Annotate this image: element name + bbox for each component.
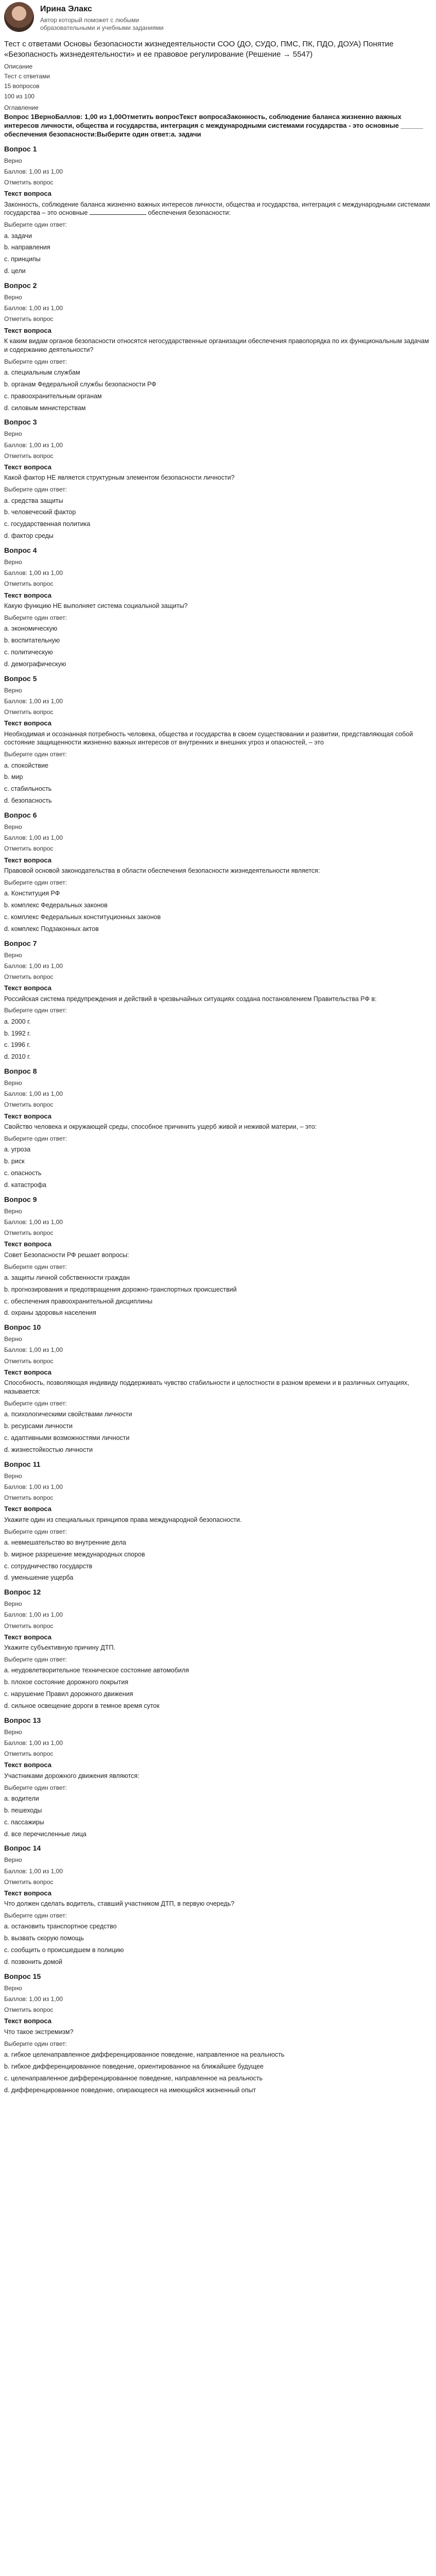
choose-one-label: Выберите один ответ:	[4, 486, 67, 494]
answer-option[interactable]: d. сильное освещение дороги в темное время суток	[4, 1702, 160, 1709]
question-score: Баллов: 1,00 из 1,00	[4, 962, 63, 970]
choose-one-label: Выберите один ответ:	[4, 1007, 67, 1014]
question-title: Вопрос 11	[4, 1460, 41, 1468]
question-block	[4, 144, 432, 276]
flag-question-link[interactable]: Отметить вопрос	[4, 845, 54, 853]
question-title: Вопрос 10	[4, 1323, 41, 1332]
answer-option[interactable]: a. гибкое целенаправленное дифференцированное поведение, направленное на реальность	[4, 2051, 285, 2059]
question-text: Какой фактор НЕ является структурным элементом безопасности личности?	[4, 474, 235, 482]
answer-option[interactable]: a. средства защиты	[4, 497, 63, 504]
answer-option[interactable]: c. пассажиры	[4, 1818, 44, 1826]
question-text-label: Текст вопроса	[4, 1240, 52, 1248]
answer-option[interactable]: a. водители	[4, 1794, 39, 1802]
question-block	[4, 417, 432, 540]
question-score: Баллов: 1,00 из 1,00	[4, 1867, 63, 1875]
answer-option[interactable]: c. адаптивными возможностями личности	[4, 1434, 130, 1442]
question-text-label: Текст вопроса	[4, 1112, 52, 1120]
question-status: Верно	[4, 558, 22, 566]
answer-option[interactable]: d. катастрофа	[4, 1181, 46, 1189]
answer-option[interactable]: d. комплекс Подзаконных актов	[4, 925, 99, 933]
question-block	[4, 281, 432, 412]
answer-option[interactable]: d. все перечисленные лица	[4, 1830, 86, 1838]
answer-option[interactable]: d. безопасность	[4, 797, 52, 805]
question-title: Вопрос 7	[4, 939, 37, 947]
flag-question-link[interactable]: Отметить вопрос	[4, 315, 54, 323]
question-text: Правовой основой законодательства в области обеспечения безопасности жизнедеятельности является:	[4, 867, 320, 875]
answer-option[interactable]: d. 2010 г.	[4, 1053, 31, 1061]
question-text-label: Текст вопроса	[4, 1505, 52, 1513]
flag-question-link[interactable]: Отметить вопрос	[4, 452, 54, 460]
question-status: Верно	[4, 1207, 22, 1215]
question-block	[4, 1843, 432, 1967]
question-block	[4, 1460, 432, 1583]
answer-option[interactable]: c. политическую	[4, 648, 53, 656]
flag-question-link[interactable]: Отметить вопрос	[4, 580, 54, 588]
flag-question-link[interactable]: Отметить вопрос	[4, 1750, 54, 1758]
choose-one-label: Выберите один ответ:	[4, 1263, 67, 1270]
question-title: Вопрос 15	[4, 1972, 41, 1980]
question-block	[4, 1066, 432, 1190]
flag-question-link[interactable]: Отметить вопрос	[4, 708, 54, 716]
answer-option[interactable]: c. 1996 г.	[4, 1041, 30, 1049]
question-title: Вопрос 6	[4, 811, 37, 820]
flag-question-link[interactable]: Отметить вопрос	[4, 1101, 54, 1109]
question-title: Вопрос 8	[4, 1067, 37, 1076]
answer-option[interactable]: a. задачи	[4, 232, 32, 240]
question-score: Баллов: 1,00 из 1,00	[4, 1483, 63, 1490]
question-text: Способность, позволяющая индивиду поддерживать чувство стабильности и целостности в разном времени и в различных ситуациях, называется:	[4, 1379, 409, 1396]
toc-text: Вопрос 1ВерноБаллов: 1,00 из 1,00Отметить вопросТекст вопросаЗаконность, соблюдение баланса жизненно важных интересов личности, общества и государства, интеграция с международными системами государства - это основные ______ обеспечения безопасности:Выберите один ответ:а. задачи	[4, 112, 423, 138]
question-score: Баллов: 1,00 из 1,00	[4, 697, 63, 705]
author-name[interactable]: Ирина Элакс	[40, 5, 92, 13]
answer-option[interactable]: d. фактор среды	[4, 532, 54, 540]
question-text: Свойство человека и окружающей среды, способное причинить ущерб живой и неживой материи, – это:	[4, 1123, 317, 1131]
answer-option[interactable]: d. позвонить домой	[4, 1958, 63, 1966]
answer-option[interactable]: b. воспитательную	[4, 636, 60, 644]
answer-option[interactable]: b. гибкое дифференцированное поведение, ориентированное на ближайшее будущее	[4, 2062, 264, 2070]
question-status: Верно	[4, 951, 22, 959]
question-title: Вопрос 13	[4, 1716, 41, 1724]
answer-option[interactable]: a. остановить транспортное средство	[4, 1923, 117, 1930]
question-text: Российская система предупреждения и действий в чрезвычайных ситуациях создана постановлением Правительства РФ в:	[4, 995, 377, 1003]
page-title: Тест с ответами Основы безопасности жизнедеятельности СОО (ДО, СУДО, ПМС, ПК, ПДО, ДОУА) Понятие «Безопасность жизнедеятельности» и ее правовое регулирование (Решение → 5547)	[4, 40, 394, 59]
question-text-label: Текст вопроса	[4, 591, 52, 599]
question-status: Верно	[4, 1472, 22, 1480]
question-score: Баллов: 1,00 из 1,00	[4, 1090, 63, 1098]
flag-question-link[interactable]: Отметить вопрос	[4, 1494, 54, 1501]
question-text: Что должен сделать водитель, ставший участником ДТП, в первую очередь?	[4, 1900, 235, 1908]
description-text: Тест с ответами	[4, 73, 50, 80]
question-status: Верно	[4, 1079, 22, 1087]
answer-option[interactable]: c. сообщить о происшедшем в полицию	[4, 1946, 124, 1954]
question-status: Верно	[4, 823, 22, 831]
answer-option[interactable]: a. 2000 г.	[4, 1018, 31, 1025]
question-text: Какую функцию НЕ выполняет система социальной защиты?	[4, 602, 188, 610]
choose-one-label: Выберите один ответ:	[4, 1135, 67, 1143]
question-text: К каким видам органов безопасности относятся негосударственные организации обеспечения правопорядка по их функциональным задачам и содержанию деятельности?	[4, 337, 429, 353]
answer-option[interactable]: d. силовым министерствам	[4, 404, 86, 412]
question-text-label: Текст вопроса	[4, 856, 52, 864]
question-count: 15 вопросов	[4, 82, 40, 90]
question-text-label: Текст вопроса	[4, 463, 52, 471]
choose-one-label: Выберите один ответ:	[4, 2040, 67, 2047]
question-text: Необходимая и осознанная потребность человека, общества и государства в своем существовании и развитии, представляющая собой состояние защищенности жизненно важных интересов от внутренних и внешних угроз и опасностей, – это	[4, 730, 413, 747]
question-score: Баллов: 1,00 из 1,00	[4, 1346, 63, 1354]
author-description: Автор который поможет с любыми образовательными и учебными заданиями	[40, 16, 164, 31]
author-info	[40, 2, 174, 32]
answer-option[interactable]: b. пешеходы	[4, 1806, 42, 1814]
answer-option[interactable]: d. демографическую	[4, 660, 66, 668]
total-score: 100 из 100	[4, 92, 34, 100]
answer-option[interactable]: a. психологическими свойствами личности	[4, 1411, 132, 1418]
answer-option[interactable]: b. человеческий фактор	[4, 509, 76, 516]
answer-option[interactable]: d. охраны здоровья населения	[4, 1309, 96, 1317]
question-status: Верно	[4, 1984, 22, 1992]
question-status: Верно	[4, 686, 22, 694]
answer-option[interactable]: d. жизнестойкостью личности	[4, 1446, 93, 1453]
choose-one-label: Выберите один ответ:	[4, 358, 67, 365]
question-title: Вопрос 12	[4, 1588, 41, 1597]
question-score: Баллов: 1,00 из 1,00	[4, 1739, 63, 1747]
choose-one-label: Выберите один ответ:	[4, 1400, 67, 1408]
question-status: Верно	[4, 1600, 22, 1608]
question-text-label: Текст вопроса	[4, 1368, 52, 1376]
question-block	[4, 1716, 432, 1839]
choose-one-label: Выберите один ответ:	[4, 1784, 67, 1791]
question-block	[4, 1323, 432, 1454]
flag-question-link[interactable]: Отметить вопрос	[4, 1357, 54, 1365]
answer-option[interactable]: c. целенаправленное дифференцированное поведение, направленное на реальность	[4, 2074, 263, 2082]
answer-option[interactable]: a. неудовлетворительное техническое состояние автомобиля	[4, 1667, 189, 1674]
answer-option[interactable]: c. стабильность	[4, 785, 52, 793]
answer-option[interactable]: a. защиты личной собственности граждан	[4, 1274, 130, 1281]
question-block	[4, 546, 432, 669]
choose-one-label: Выберите один ответ:	[4, 1912, 67, 1920]
choose-one-label: Выберите один ответ:	[4, 614, 67, 621]
question-text: Укажите субъективную причину ДТП.	[4, 1644, 115, 1652]
answer-option[interactable]: a. невмешательство во внутренние дела	[4, 1538, 126, 1546]
question-text: Совет Безопасности РФ решает вопросы:	[4, 1251, 129, 1259]
question-score: Баллов: 1,00 из 1,00	[4, 167, 63, 175]
toc-label: Оглавление	[4, 104, 39, 111]
flag-question-link[interactable]: Отметить вопрос	[4, 1622, 54, 1630]
answer-option[interactable]: b. направления	[4, 244, 50, 251]
flag-question-link[interactable]: Отметить вопрос	[4, 973, 54, 980]
questions-list	[4, 144, 432, 2095]
answer-option[interactable]: c. принципы	[4, 256, 41, 263]
answer-option[interactable]: c. правоохранительным органам	[4, 392, 102, 400]
flag-question-link[interactable]: Отметить вопрос	[4, 2006, 54, 2014]
question-score: Баллов: 1,00 из 1,00	[4, 304, 63, 312]
question-title: Вопрос 1	[4, 144, 37, 153]
answer-option[interactable]: c. опасность	[4, 1169, 42, 1177]
question-block	[4, 939, 432, 1062]
question-text: Что такое экстремизм?	[4, 2028, 74, 2036]
question-score: Баллов: 1,00 из 1,00	[4, 569, 63, 577]
answer-option[interactable]: d. цели	[4, 267, 26, 275]
question-status: Верно	[4, 157, 22, 164]
answer-option[interactable]: a. экономическую	[4, 625, 58, 633]
answer-option[interactable]: b. комплекс Федеральных законов	[4, 901, 108, 909]
question-status: Верно	[4, 1728, 22, 1736]
question-status: Верно	[4, 293, 22, 301]
blank-line	[90, 214, 146, 215]
question-block	[4, 1587, 432, 1710]
question-title: Вопрос 4	[4, 546, 37, 555]
answer-option[interactable]: b. плохое состояние дорожного покрытия	[4, 1679, 129, 1686]
question-text-label: Текст вопроса	[4, 326, 52, 334]
answer-option[interactable]: b. прогнозирования и предотвращения дорожно-транспортных происшествий	[4, 1285, 237, 1293]
question-block	[4, 810, 432, 934]
question-text-label: Текст вопроса	[4, 719, 52, 727]
description-label: Описание	[4, 63, 33, 70]
question-title: Вопрос 14	[4, 1844, 41, 1853]
question-block	[4, 1195, 432, 1318]
answer-option[interactable]: b. мирное разрешение международных споров	[4, 1550, 145, 1558]
question-status: Верно	[4, 1856, 22, 1864]
question-title: Вопрос 2	[4, 281, 37, 290]
answer-option[interactable]: a. Конституция РФ	[4, 890, 60, 897]
question-status: Верно	[4, 1335, 22, 1343]
choose-one-label: Выберите один ответ:	[4, 878, 67, 886]
flag-question-link[interactable]: Отметить вопрос	[4, 1229, 54, 1236]
choose-one-label: Выберите один ответ:	[4, 1656, 67, 1664]
question-text: Укажите один из специальных принципов права международной безопасности.	[4, 1516, 242, 1523]
answer-option[interactable]: c. государственная политика	[4, 520, 91, 528]
answer-option[interactable]: c. сотрудничество государств	[4, 1562, 93, 1570]
choose-one-label: Выберите один ответ:	[4, 1528, 67, 1535]
answer-option[interactable]: b. ресурсами личности	[4, 1422, 73, 1430]
answer-option[interactable]: a. угроза	[4, 1146, 31, 1154]
question-score: Баллов: 1,00 из 1,00	[4, 441, 63, 449]
question-status: Верно	[4, 430, 22, 438]
answer-option[interactable]: c. нарушение Правил дорожного движения	[4, 1690, 133, 1698]
answer-option[interactable]: b. 1992 г.	[4, 1029, 31, 1037]
question-score: Баллов: 1,00 из 1,00	[4, 1218, 63, 1226]
answer-option[interactable]: d. дифференцированное поведение, опирающееся на имеющийся жизненный опыт	[4, 2086, 256, 2094]
choose-one-label: Выберите один ответ:	[4, 221, 67, 229]
question-text-label: Текст вопроса	[4, 1889, 52, 1897]
question-title: Вопрос 9	[4, 1195, 37, 1204]
question-title: Вопрос 3	[4, 418, 37, 427]
answer-option[interactable]: b. вызвать скорую помощь	[4, 1935, 84, 1942]
flag-question-link[interactable]: Отметить вопрос	[4, 1878, 54, 1886]
question-text-label: Текст вопроса	[4, 190, 52, 198]
question-score: Баллов: 1,00 из 1,00	[4, 834, 63, 842]
answer-option[interactable]: b. мир	[4, 773, 23, 781]
question-text-label: Текст вопроса	[4, 2017, 52, 2025]
answer-option[interactable]: c. комплекс Федеральных конституционных законов	[4, 913, 161, 921]
question-text-label: Текст вопроса	[4, 1633, 52, 1641]
answer-option[interactable]: b. риск	[4, 1158, 25, 1165]
question-block	[4, 1972, 432, 2095]
answer-option[interactable]: a. спокойствие	[4, 761, 48, 769]
question-block	[4, 674, 432, 805]
question-text: Участниками дорожного движения являются:	[4, 1772, 139, 1780]
question-text-label: Текст вопроса	[4, 1761, 52, 1769]
answer-option[interactable]: c. обеспечения правоохранительной дисциплины	[4, 1297, 153, 1305]
question-text: Законность, соблюдение баланса жизненно важных интересов личности, общества и государства, интеграция с международными системами государства – это основные обеспечения безопасности:	[4, 200, 430, 217]
flag-question-link[interactable]: Отметить вопрос	[4, 178, 54, 186]
question-score: Баллов: 1,00 из 1,00	[4, 1611, 63, 1619]
answer-option[interactable]: a. специальным службам	[4, 368, 80, 376]
author-avatar[interactable]	[4, 2, 34, 32]
question-title: Вопрос 5	[4, 674, 37, 683]
author-block	[4, 2, 432, 34]
question-text-label: Текст вопроса	[4, 984, 52, 992]
answer-option[interactable]: d. уменьшение ущерба	[4, 1574, 74, 1582]
answer-option[interactable]: b. органам Федеральной службы безопасности РФ	[4, 380, 156, 388]
choose-one-label: Выберите один ответ:	[4, 751, 67, 758]
question-score: Баллов: 1,00 из 1,00	[4, 1995, 63, 2003]
